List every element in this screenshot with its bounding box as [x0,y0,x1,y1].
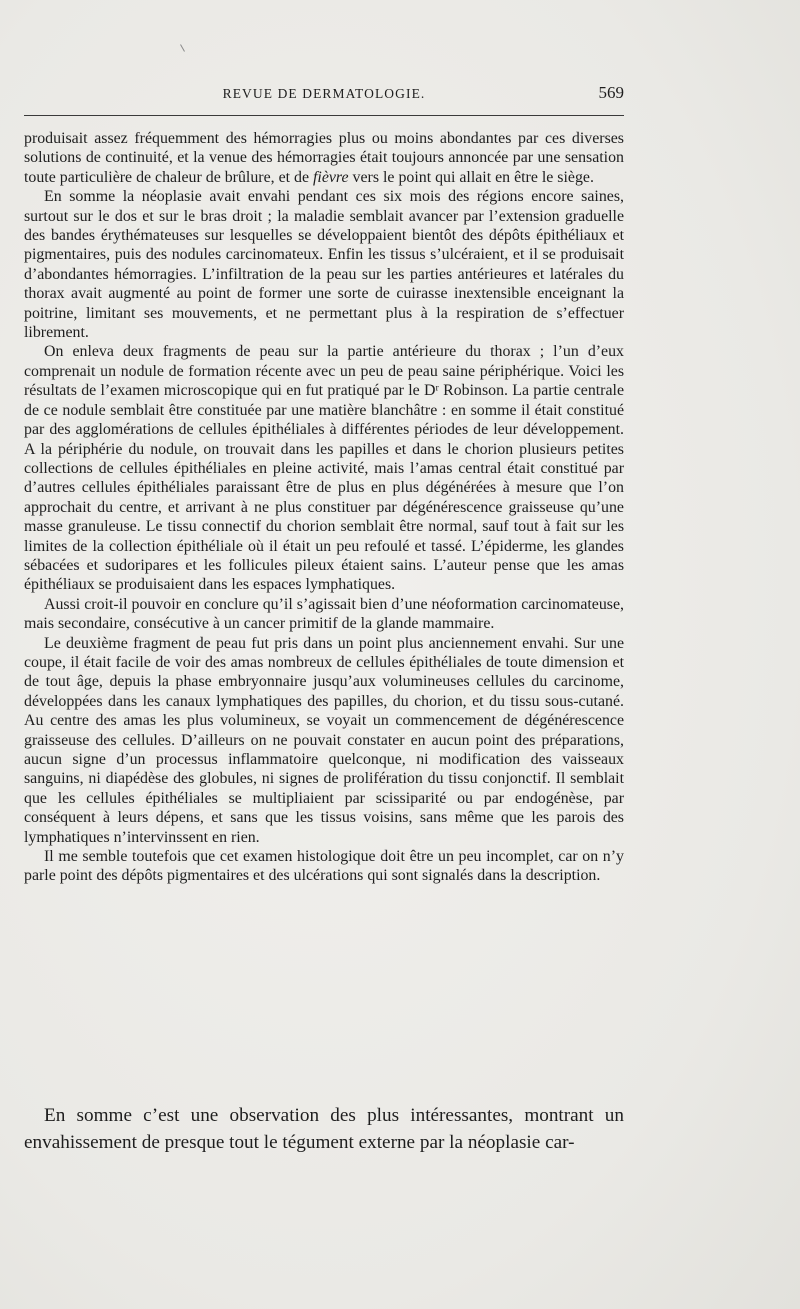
paragraph-1-start: produisait assez fréquemment des hémorragies plus ou moins abondantes par ces diverses solutions de continuité, et la venue des hémorragies était toujours annoncée par une sensation toute particulière de chaleur de brûlure, et de [24,130,624,186]
page-number: 569 [598,83,624,102]
paragraph-1-end: vers le point qui allait en être le siège. [348,168,594,186]
paragraph-6: Il me semble toutefois que cet examen histologique doit être un peu incomplet, car on n’y parle point des dépôts pigmentaires et des ulcérations qui sont signalés dans la description. [24,848,624,885]
paragraph-1-italic: fièvre [312,168,349,186]
body-text [24,129,624,886]
stray-mark [180,44,185,51]
header-rule [24,115,624,116]
paragraph-1 [24,129,624,187]
closing-text [24,1102,624,1156]
page-header [24,83,624,110]
closing-paragraph: En somme c’est une observation des plus intéressantes, montrant un envahissement de presque tout le tégument externe par la néoplasie car- [24,1105,624,1153]
running-title: REVUE DE DERMATOLOGIE. [222,86,426,101]
paragraph-2: En somme la néoplasie avait envahi pendant ces six mois des régions encore saines, surtout sur le dos et sur le bras droit ; la maladie semblait avancer par l’extension graduelle des bandes érythémateuses sur lesquelles se développaient bientôt des dépôts épithéliaux et pigmentaires, puis des nodules carcinomateux. Enfin les tissus s’ulcéraient, et il se produisait d’abondantes hémorragies. L’infiltration de la peau sur les parties antérieures et latérales du thorax avait augmenté au point de former une sorte de cuirasse inextensible enceignant la poitrine, limitant ses mouvements, et ne permettant plus à la respiration de s’effectuer librement. [24,188,624,342]
paragraph-5: Le deuxième fragment de peau fut pris dans un point plus anciennement envahi. Sur une coupe, il était facile de voir des amas nombreux de cellules épithéliales de toute dimension et de tout âge, depuis la phase embryonnaire jusqu’aux volumineuses cellules du carcinome, développées dans les canaux lymphatiques des papilles, du chorion, et du tissu sous-cutané. Au centre des amas les plus volumineux, se voyait un commencement de dégénérescence graisseuse des cellules. D’ailleurs on ne pouvait constater en aucun point des préparations, aucun signe d’un processus inflammatoire quelconque, ni modification des vaisseaux sanguins, ni diapédèse des globules, ni signes de prolifération du tissu conjonctif. Il semblait que les cellules épithéliales se multipliaient par scissiparité ou par endogénèse, par conséquent à leurs dépens, et sans que les tissus voisins, sans même que les parois des lymphatiques n’intervinssent en rien. [24,634,624,846]
paragraph-3: On enleva deux fragments de peau sur la partie antérieure du thorax ; l’un d’eux comprenait un nodule de formation récente avec un peu de peau saine périphérique. Voici les résultats de l’examen microscopique qui en fut pratiqué par le Dʳ Robinson. La partie centrale de ce nodule semblait être constituée par une matière blanchâtre : en somme il était constitué par des agglomérations de cellules épithéliales à différentes périodes de leur développement. A la périphérie du nodule, on trouvait dans les papilles et dans le chorion plusieurs petites collections de cellules épithéliales en pleine activité, mais l’amas central était constitué par d’autres cellules épithéliales paraissant être de plus en plus dégénérées à mesure que l’on approchait du centre, et arrivant à ne plus constituer par dégénérescence graisseuse qu’une masse granuleuse. Le tissu connectif du chorion semblait être normal, sauf tout à fait sur les limites de la collection épithéliale où il était un peu refoulé et tassé. L’épiderme, les glandes sébacées et sudoripares et les follicules pileux étaient sains. L’auteur pense que les amas épithéliaux se produisaient dans les espaces lymphatiques. [24,343,624,594]
paragraph-4: Aussi croit-il pouvoir en conclure qu’il s’agissait bien d’une néoformation carcinomateuse, mais secondaire, consécutive à un cancer primitif de la glande mammaire. [24,595,624,633]
